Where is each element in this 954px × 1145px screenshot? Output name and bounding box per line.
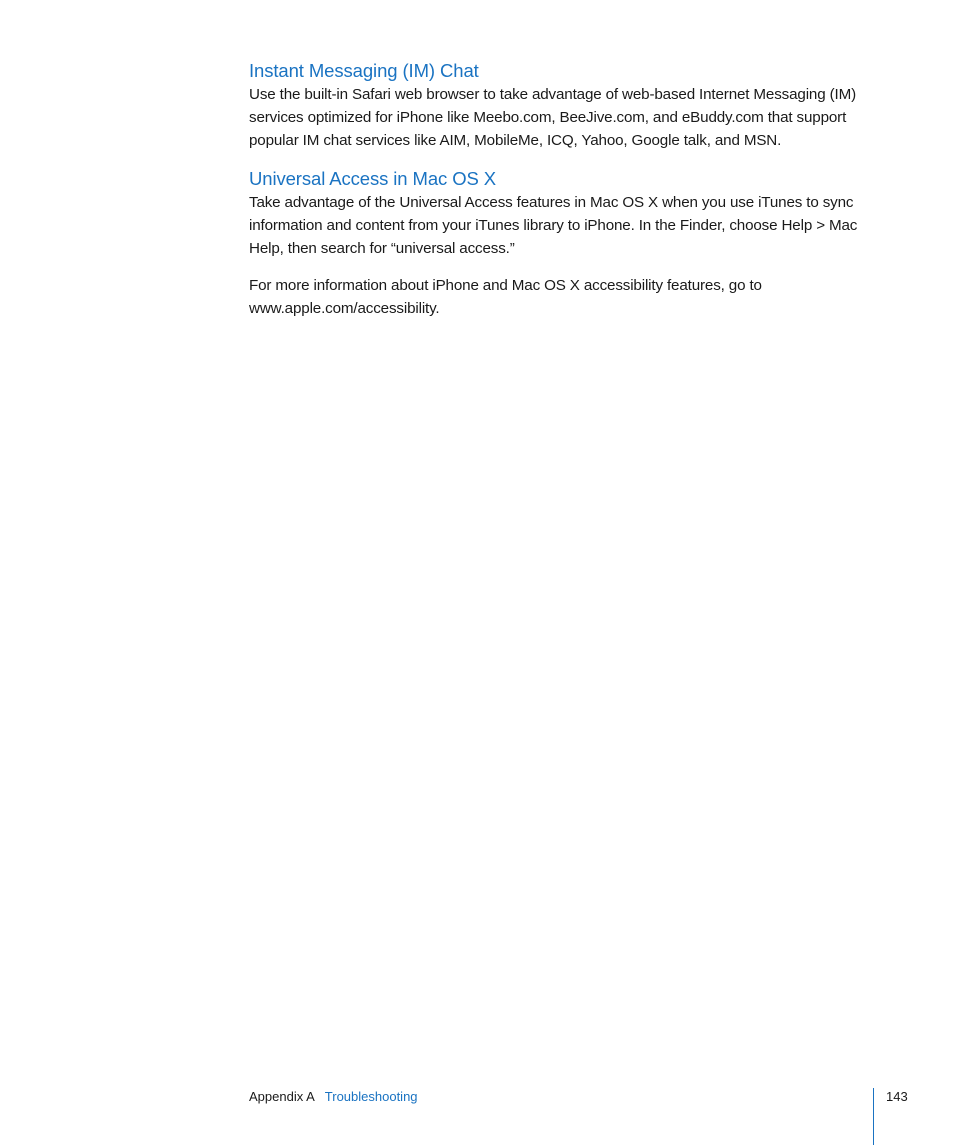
section-universal-access	[249, 166, 874, 320]
section-im-chat	[249, 58, 874, 152]
page-content	[249, 58, 874, 320]
page-footer	[249, 1089, 418, 1105]
chapter-link[interactable]: Troubleshooting	[324, 1089, 418, 1104]
section-paragraph: Use the built-in Safari web browser to take advantage of web-based Internet Messaging (IM) services optimized for iPhone like Meebo.com, BeeJive.com, and eBuddy.com that support popular IM chat services like AIM, MobileMe, ICQ, Yahoo, Google talk, and MSN.	[249, 86, 856, 149]
appendix-label: Appendix A	[249, 1089, 315, 1104]
page-number-divider	[873, 1088, 874, 1145]
section-paragraph: Take advantage of the Universal Access features in Mac OS X when you use iTunes to sync information and content from your iTunes library to iPhone. In the Finder, choose Help > Mac Help, then search for “universal access.”	[249, 194, 858, 257]
section-paragraph: For more information about iPhone and Mac OS X accessibility features, go to www.apple.com/accessibility.	[249, 277, 762, 317]
section-heading: Universal Access in Mac OS X	[249, 168, 497, 189]
section-heading: Instant Messaging (IM) Chat	[249, 60, 479, 81]
page-number: 143	[886, 1089, 908, 1104]
